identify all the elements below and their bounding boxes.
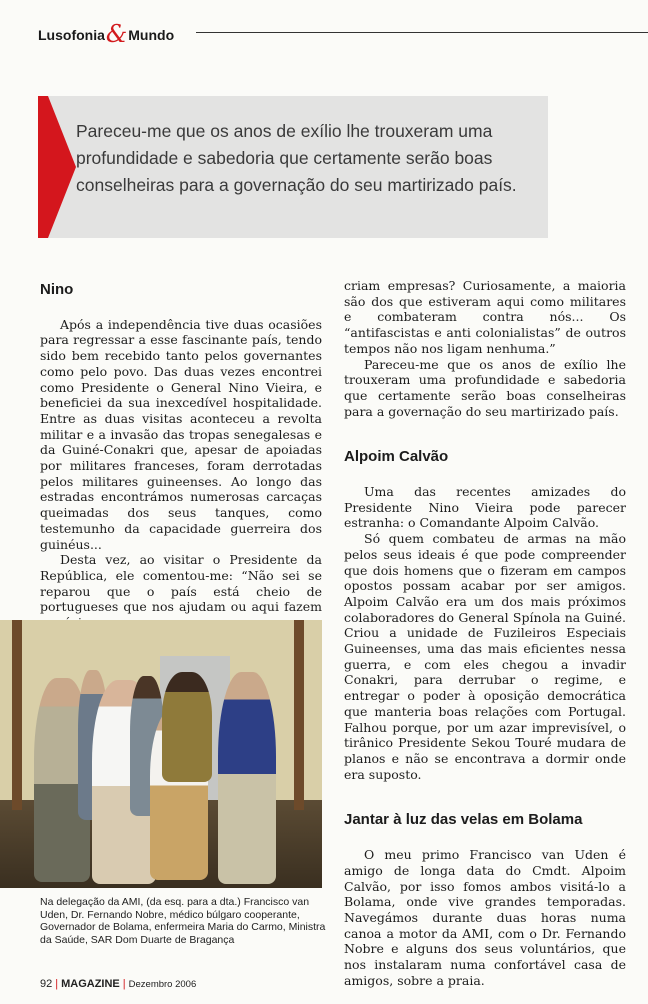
photo-post [12,620,22,810]
section-title [38,18,174,46]
ampersand-logo: & [105,20,128,48]
issue-date: Dezembro 2006 [128,979,197,990]
pull-quote-text: Pareceu-me que os anos de exílio lhe trouxeram uma profundidade e sabedoria que certamente serão boas conselheiras para a governação do seu martirizado país. [76,121,517,195]
pull-quote-accent-bar [38,96,48,238]
paragraph: criam empresas? Curiosamente, a maioria são dos que estiveram aqui como militares e combateram contra nós... Os “antifascistas e anti colonialistas” de outros tempos não nos ligam nenhuma.” [344,278,626,356]
left-column [40,282,322,631]
heading-alpoim-calvao: Alpoim Calvão [344,448,449,466]
section-title-part-b: Mundo [128,27,175,43]
page-footer [40,978,196,990]
photo-caption: Na delegação da AMI, (da esq. para a dta.) Francisco van Uden, Dr. Fernando Nobre, médico búlgaro cooperante, Governador de Bolama, enfermeira Maria do Carmo, Ministra da Saúde, SAR Dom Duarte de Bragança [40,896,326,946]
magazine-name: MAGAZINE [61,978,120,990]
pull-quote-accent-triangle [48,96,76,238]
person-figure [162,672,212,782]
paragraph: Após a independência tive duas ocasiões para regressar a esse fascinante país, tendo sido bem recebido tanto pelos governantes como pelo povo. Das duas vezes encontrei como Presidente o General Nino Vieira, e beneficiei da sua inexcedível hospitalidade. Entre as duas visitas aconteceu a revolta militar e a invasão das tropas senegalesas e da Guiné-Conakri que, apesar de apoiadas por militares franceses, foram derrotadas pelos militares guineenses. Ao longo das estradas encontrámos numerosas carcaças queimadas dos seus tanques, como testemunho da capacidade guerreira dos guinéus... [40,316,322,552]
footer-separator: | [55,978,59,990]
delegation-photo [0,620,322,888]
paragraph: Pareceu-me que os anos de exílio lhe trouxeram uma profundidade e sabedoria que certamente serão boas conselheiras para a governação do seu martirizado país. [344,356,626,419]
footer-separator: | [122,978,126,990]
paragraph: Só quem combateu de armas na mão pelos seus ideais é que pode compreender que dois homens que o fizeram em campos opostos possam acabar por ser amigos. Alpoim Calvão era um dos mais próximos colaboradores do General Spínola na Guiné. Criou a unidade de Fuzileiros Especiais Guineenses, uma das mais eficientes nessa guerra, e com eles chegou a invadir Conakri, para derrubar o regime, e entregar o poder à oposição democrática que manteria boas relações com Portugal. Falhou porque, por um azar imprevisível, o tirânico Presidente Sekou Touré mudara de planos e não se encontrava a dormir onde era suposto. [344,531,626,782]
heading-jantar-bolama: Jantar à luz das velas em Bolama [344,811,583,829]
section-title-part-a: Lusofonia [38,27,105,43]
person-figure [218,672,276,884]
paragraph: Desta vez, ao visitar o Presidente da República, ele comentou-me: “Não sei se reparou que o país está cheio de portugueses que nos ajudam ou aqui fazem [40,552,322,615]
right-column [344,278,626,988]
paragraph: Uma das recentes amizades do Presidente Nino Vieira pode parecer estranha: o Comandante Alpoim Calvão. [344,484,626,531]
heading-nino: Nino [40,281,74,298]
paragraph: O meu primo Francisco van Uden é amigo de longa data do Cmdt. Alpoim Calvão, por isso fomos ambos visitá-lo a Bolama, onde vive grandes temporadas. Navegámos durante duas horas numa canoa a motor da AMI, com o Dr. Fernando Nobre e alguns dos seus voluntários, que nos instalaram numa confortável casa de amigos, sobre a praia. [344,847,626,988]
photo-post [294,620,304,810]
section-header [38,16,648,48]
page-number: 92 [40,978,53,990]
header-rule [196,32,648,33]
